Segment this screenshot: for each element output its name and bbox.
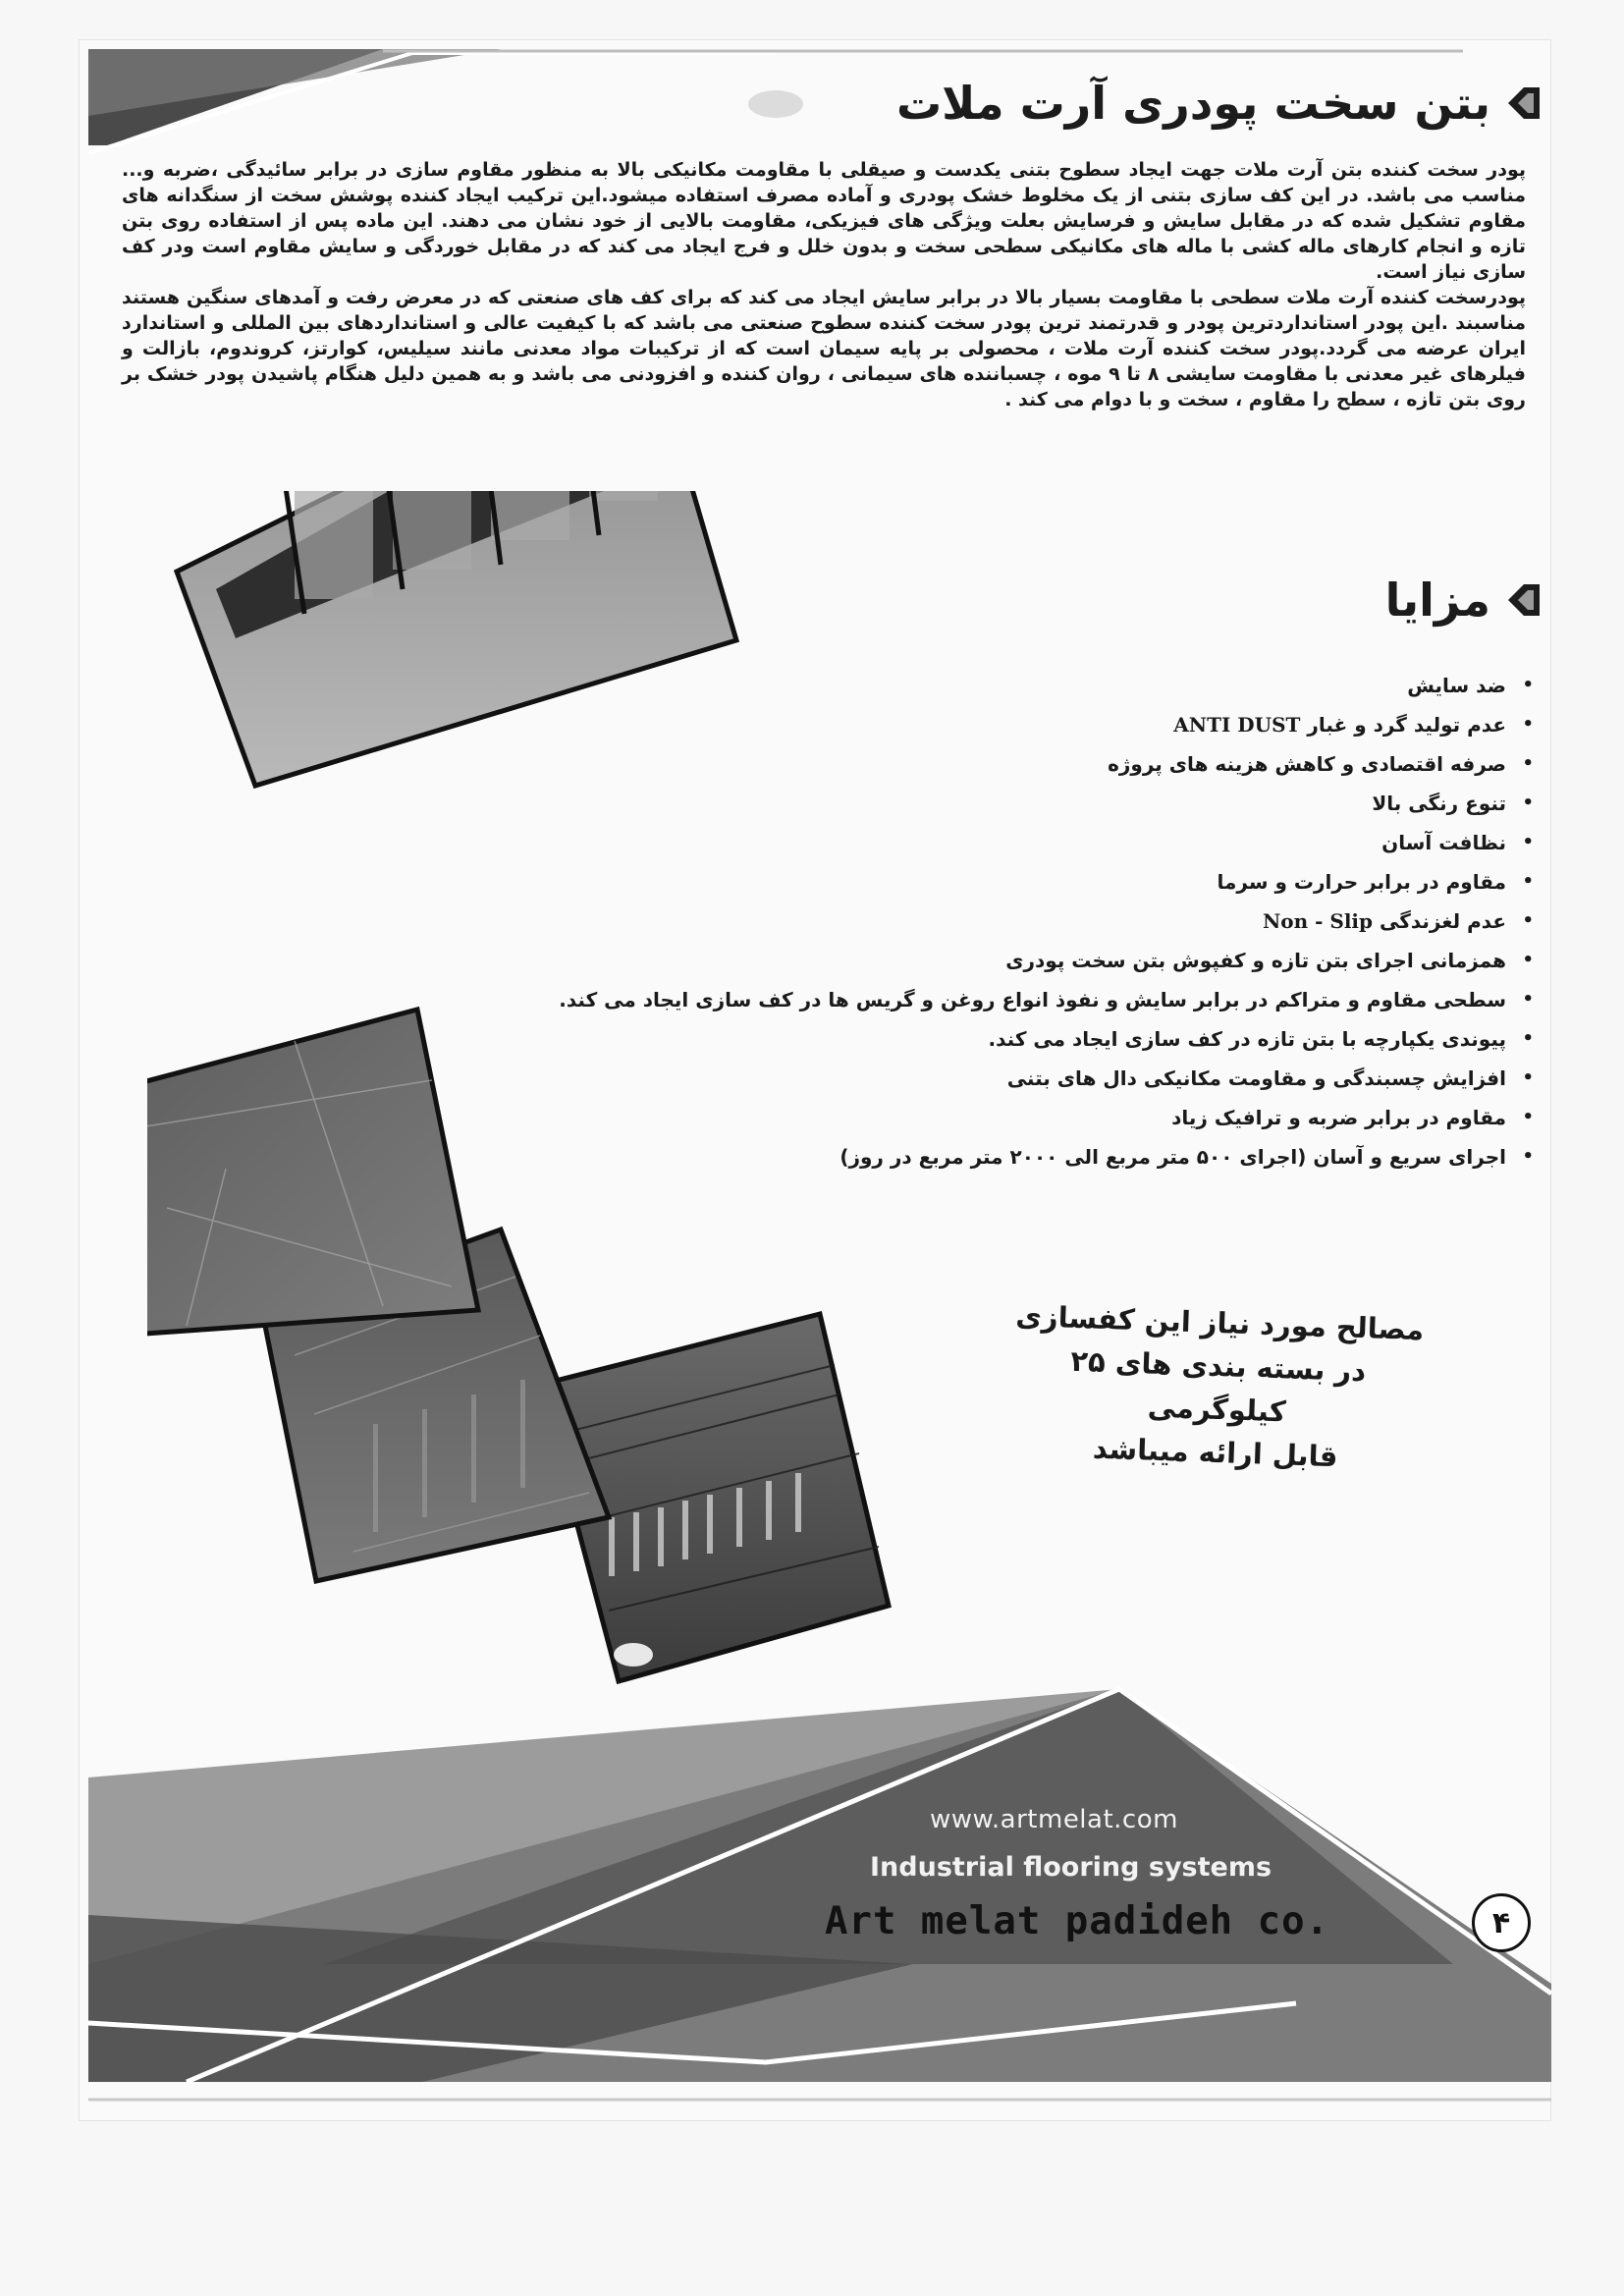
feature-item: • پیوندی یکپارچه با بتن تازه در کف سازی ایجاد می کند. bbox=[731, 1019, 1536, 1059]
feature-item: • مقاوم در برابر ضربه و ترافیک زیاد bbox=[731, 1098, 1536, 1137]
arrow-marker-icon bbox=[1504, 83, 1543, 123]
feature-item: • نظافت آسان bbox=[731, 823, 1536, 862]
company-tagline: Industrial flooring systems bbox=[870, 1852, 1272, 1883]
page-title-text: بتن سخت پودری آرت ملات bbox=[895, 77, 1490, 130]
feature-item: • صرفه اقتصادی و کاهش هزینه های پروژه bbox=[731, 744, 1536, 784]
photo-polished-floor bbox=[147, 1010, 478, 1336]
page-title bbox=[896, 77, 1543, 130]
packaging-line: قابل ارائه میباشد bbox=[1092, 1431, 1339, 1474]
feature-item: • افزایش چسبندگی و مقاومت مکانیکی دال های بتنی bbox=[731, 1059, 1536, 1098]
arrow-marker-icon bbox=[1504, 580, 1543, 620]
feature-item: • همزمانی اجرای بتن تازه و کفپوش بتن سخت پودری bbox=[731, 941, 1536, 980]
feature-item: • عدم تولید گرد و غبار ANTI DUST bbox=[731, 705, 1536, 744]
packaging-line: مصالح مورد نیاز این کفسازی bbox=[1014, 1298, 1425, 1347]
intro-paragraph-1: پودر سخت کننده بتن آرت ملات جهت ایجاد سطوح بتنی یکدست و صیقلی با مقاومت مکانیکی بالا به منظور مقاوم سازی در برابر سائیدگی ،ضربه و... مناسب می باشد. در این کف سازی بتنی از یک مخلوط خشک پودری و آماده مصرف استفاده میشود.این ترکیب ایجاد کننده پوشش سخت از سنگدانه های مقاوم تشکیل شده که در مقابل سایش و فرسایش بعلت ویژگی های فیزیکی، مقاومت بالایی از خود نشان می دهند. این ماده پس از استفاده روی بتن تازه و انجام کارهای ماله کشی با ماله های مکانیکی سطحی سخت و بدون خلل و فرج ایجاد می کند که در مقابل خوردگی و سایش مقاوم است ودر کف سازی نیاز است. bbox=[122, 159, 1526, 283]
intro-text bbox=[122, 157, 1526, 412]
feature-item: • تنوع رنگی بالا bbox=[731, 784, 1536, 823]
feature-item: • سطحی مقاوم و متراکم در برابر سایش و نفوذ انواع روغن و گریس ها در کف سازی ایجاد می کند. bbox=[731, 980, 1536, 1019]
website-url: www.artmelat.com bbox=[930, 1805, 1178, 1834]
packaging-note bbox=[1008, 1294, 1427, 1482]
company-name: Art melat padideh co. bbox=[825, 1899, 1330, 1943]
page-number: ۴ bbox=[1472, 1893, 1531, 1952]
feature-english-term: ANTI DUST bbox=[1173, 713, 1301, 737]
intro-paragraph-2: پودرسخت کننده آرت ملات سطحی با مقاومت بسیار بالا در برابر سایش ایجاد می کند که برای کف های صنعتی که در معرض رفت و آمدهای سنگین هستند مناسبند .این پودر استانداردترین پودر و قدرتمند ترین پودر سخت کننده سطوح صنعتی می باشد که با کیفیت عالی و استانداردهای بین المللی و استاندارد ایران عرضه می گردد.پودر سخت کننده آرت ملات ، محصولی بر پایه سیمان است که از ترکیبات مواد معدنی مانند سیلیس، کوارتز، کروندوم، بازالت و فیلرهای غیر معدنی با مقاومت سایشی ۸ تا ۹ موه ، چسباننده های سیمانی ، روان کننده و افزودنی می باشد و به همین دلیل هنگام پاشیدن پودر خشک بر روی بتن تازه ، سطح را مقاوم ، سخت و با دوام می کند . bbox=[122, 287, 1526, 410]
feature-item: • اجرای سریع و آسان (اجرای ۵۰۰ متر مربع الی ۲۰۰۰ متر مربع در روز) bbox=[731, 1137, 1536, 1176]
features-list bbox=[559, 666, 1536, 1176]
footer-decoration bbox=[79, 1669, 1551, 2111]
photo-showroom-floor bbox=[177, 491, 736, 786]
feature-english-term: Non - Slip bbox=[1263, 909, 1374, 933]
packaging-line: در بسته بندی های ۲۵ کیلوگرمی bbox=[1069, 1343, 1367, 1429]
feature-item: • مقاوم در برابر حرارت و سرما bbox=[731, 862, 1536, 902]
features-heading-text: مزایا bbox=[1384, 574, 1490, 627]
feature-item: • ضد سایش bbox=[731, 666, 1536, 705]
features-heading bbox=[1385, 574, 1543, 627]
feature-item: • عدم لغزندگی Non - Slip bbox=[731, 902, 1536, 941]
